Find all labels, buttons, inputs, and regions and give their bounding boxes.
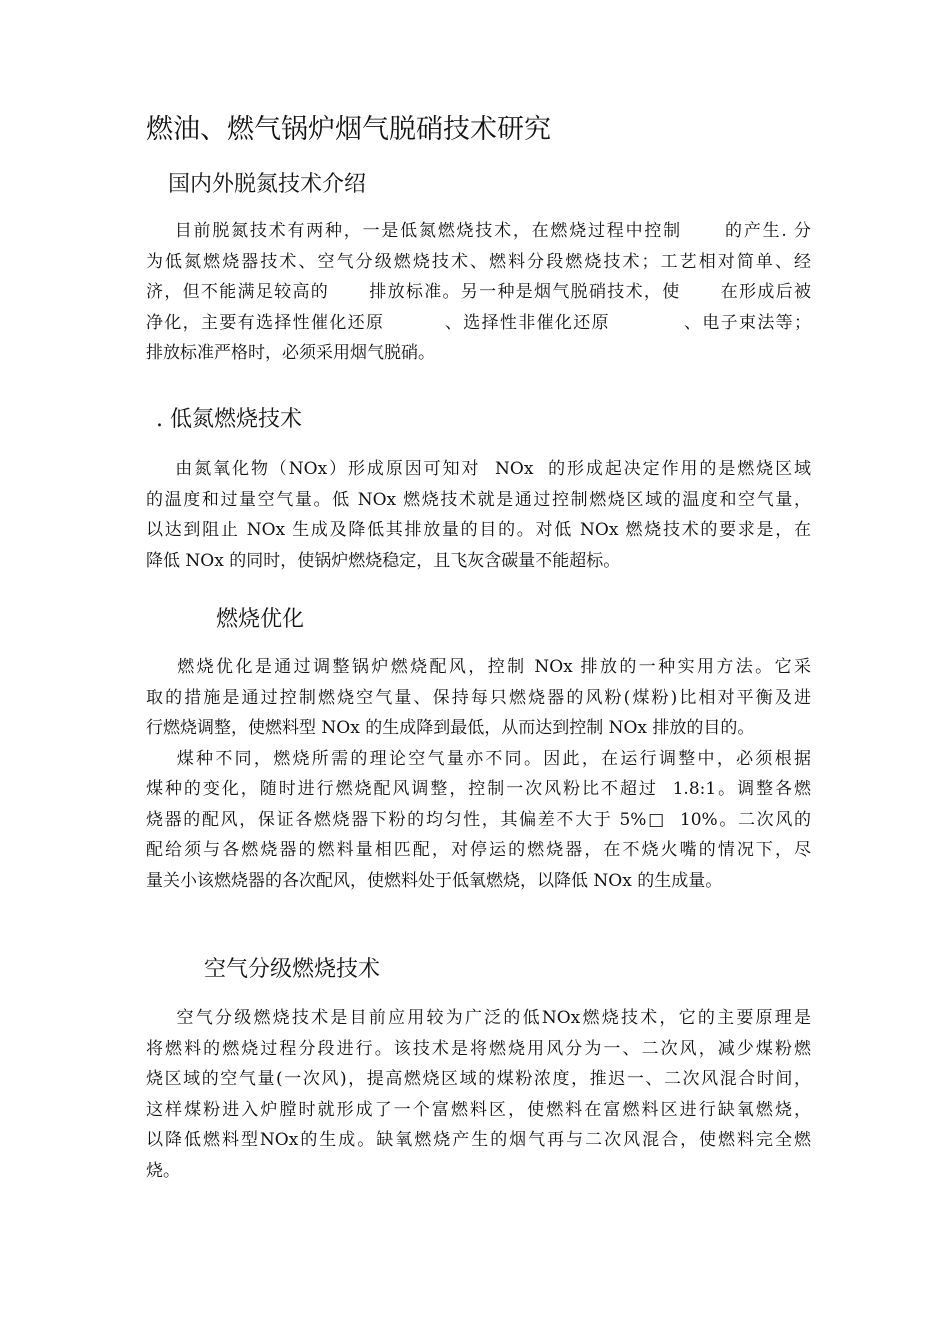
paragraph-line: 由氮氧化物（NOx）形成原因可知对 NOx 的形成起决定作用的是燃烧区域 [146, 459, 811, 479]
section-heading-low-nox: . 低氮燃烧技术 [156, 407, 302, 432]
paragraph-line: 烧器的配风，保证各燃烧器下粉的均匀性，其偏差不大于 5%□ 10%。二次风的 [146, 809, 811, 830]
paragraph-line: 为低氮燃烧器技术、空气分级燃烧技术、燃料分段燃烧技术；工艺相对简单、经 [146, 251, 811, 272]
section-heading-air-staging: 空气分级燃烧技术 [204, 957, 381, 982]
paragraph-line: 济，但不能满足较高的 排放标准。另一种是烟气脱硝技术，使 在形成后被 [146, 282, 811, 302]
paragraph-line: 降低 NOx 的同时，使锅炉燃烧稳定，且飞灰含碳量不能超标。 [146, 550, 621, 571]
paragraph-line: 烧。 [146, 1160, 180, 1181]
paragraph-line: 燃烧优化是通过调整锅炉燃烧配风，控制 NOx 排放的一种实用方法。它采 [146, 657, 811, 677]
paragraph-line: 排放标准严格时，必须采用烟气脱硝。 [146, 343, 435, 363]
section-heading-intro: 国内外脱氮技术介绍 [168, 172, 367, 197]
paragraph-line: 取的措施是通过控制燃烧空气量、保持每只燃烧器的风粉(煤粉)比相对平衡及进 [146, 687, 811, 708]
paragraph-line: 的温度和过量空气量。低 NOx 燃烧技术就是通过控制燃烧区域的温度和空气量， [146, 489, 811, 510]
paragraph-line: 量关小该燃烧器的各次配风，使燃料处于低氧燃烧，以降低 NOx 的生成量。 [146, 870, 723, 891]
paragraph-line: 以达到阻止 NOx 生成及降低其排放量的目的。对低 NOx 燃烧技术的要求是，在 [146, 520, 811, 540]
paragraph-line: 配给须与各燃烧器的燃料量相匹配，对停运的燃烧器，在不烧火嘴的情况下，尽 [146, 840, 811, 860]
document-title: 燃油、燃气锅炉烟气脱硝技术研究 [146, 114, 551, 145]
paragraph-line: 目前脱氮技术有两种，一是低氮燃烧技术，在燃烧过程中控制 的产生. 分 [146, 221, 811, 241]
section-paragraph-air-staging [146, 1003, 811, 1186]
paragraph-line: 净化，主要有选择性催化还原 、选择性非催化还原 、电子束法等； [146, 312, 811, 333]
paragraph-line: 煤种的变化，随时进行燃烧配风调整，控制一次风粉比不超过 1.8:1。调整各燃 [146, 779, 811, 799]
section-paragraph-combustion-optimization [146, 652, 811, 896]
paragraph-line: 行燃烧调整，使燃料型 NOx 的生成降到最低，从而达到控制 NOx 排放的目的。 [146, 718, 755, 738]
paragraph-line: 煤种不同，燃烧所需的理论空气量亦不同。因此，在运行调整中，必须根据 [146, 748, 811, 769]
paragraph-line: 这样煤粉进入炉膛时就形成了一个富燃料区，使燃料在富燃料区进行缺氧燃烧， [146, 1099, 811, 1120]
paragraph-line: 以降低燃料型NOx的生成。缺氧燃烧产生的烟气再与二次风混合，使燃料完全燃 [146, 1130, 811, 1150]
paragraph-line: 空气分级燃烧技术是目前应用较为广泛的低NOx燃烧技术，它的主要原理是 [146, 1008, 811, 1028]
section-paragraph-intro [146, 216, 811, 369]
paragraph-line: 将燃料的燃烧过程分段进行。该技术是将燃烧用风分为一、二次风，减少煤粉燃 [146, 1038, 811, 1059]
paragraph-line: 烧区域的空气量(一次风)，提高燃烧区域的煤粉浓度，推迟一、二次风混合时间， [146, 1069, 811, 1089]
section-heading-combustion-optimization: 燃烧优化 [216, 607, 305, 632]
section-paragraph-low-nox [146, 454, 811, 576]
